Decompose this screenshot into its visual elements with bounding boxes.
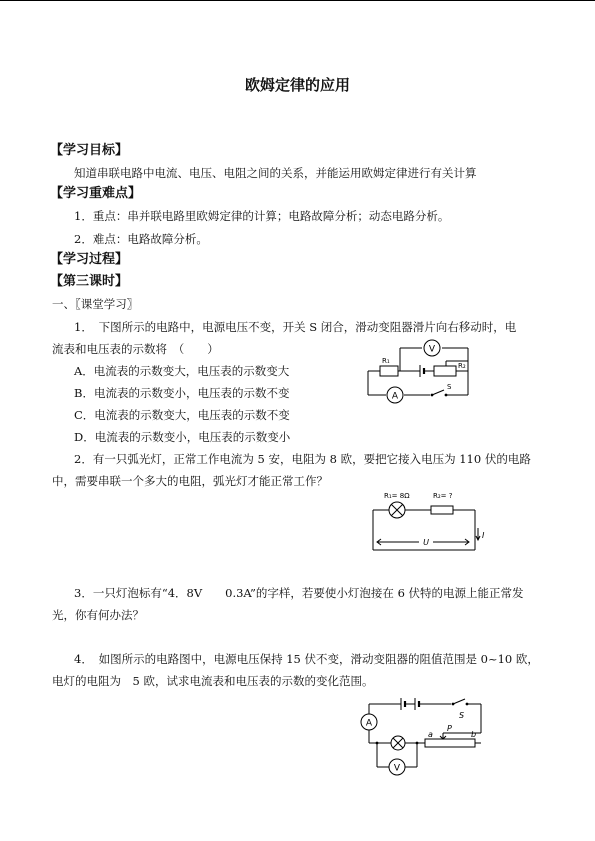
- q1-option-d: D．电流表的示数变小，电压表的示数变小: [74, 430, 291, 444]
- q1-fig-r1-label: R₁: [382, 357, 390, 365]
- q1-option-c: C．电流表的示数变大，电压表的示数不变: [74, 408, 290, 422]
- page-title: 欧姆定律的应用: [244, 76, 350, 94]
- key-point-1: 1．重点：串并联电路里欧姆定律的计算；电路故障分析；动态电路分析。: [74, 209, 450, 223]
- q4-line-2: 电灯的电阻为 5 欧，试求电流表和电压表的示数的变化范围。: [52, 674, 374, 688]
- q4-fig-a-end-label: a: [428, 730, 433, 739]
- key-point-2: 2．难点：电路故障分析。: [74, 232, 208, 246]
- q4-fig-a-label: A: [365, 718, 373, 729]
- q4-circuit-diagram: [355, 694, 490, 786]
- part-label: 一、〖课堂学习〗: [52, 297, 139, 311]
- q1-fig-r2-label: R₂: [458, 362, 466, 370]
- q1-fig-s-label: S: [447, 383, 452, 391]
- q2-fig-u-label: U: [423, 538, 429, 547]
- q1-option-a: A．电流表的示数变大，电压表的示数变大: [74, 364, 290, 378]
- goals-text: 知道串联电路中电流、电压、电阻之间的关系，并能运用欧姆定律进行有关计算: [74, 166, 477, 180]
- key-points-heading: 【学习重难点】: [50, 186, 142, 201]
- q1-circuit-diagram: [360, 337, 478, 407]
- goals-heading: 【学习目标】: [50, 143, 129, 158]
- q2-circuit-diagram: [365, 486, 490, 558]
- q2-fig-r2-label: R₂= ?: [433, 492, 453, 500]
- process-heading: 【学习过程】: [50, 252, 129, 267]
- q1-option-b: B．电流表的示数变小，电压表的示数不变: [74, 386, 290, 400]
- lesson-heading: 【第三课时】: [50, 274, 129, 289]
- q1-fig-v-label: V: [428, 344, 436, 355]
- q2-fig-r1-label: R₁= 8Ω: [384, 492, 410, 500]
- q1-line-2: 流表和电压表的示数将 （ ）: [52, 342, 219, 356]
- q4-fig-b-end-label: b: [471, 730, 477, 739]
- q1-fig-a-label: A: [391, 391, 399, 402]
- q3-line-1: 3．一只灯泡标有“4．8V 0.3A”的字样，若要使小灯泡接在 6 伏特的电源上能正常发: [74, 586, 524, 600]
- q4-line-1: 4． 如图所示的电路图中，电源电压保持 15 伏不变，滑动变阻器的阻值范围是 0~10 欧，: [74, 652, 539, 666]
- page-top-rule: [0, 0, 595, 1]
- q2-line-2: 中，需要串联一个多大的电阻，弧光灯才能正常工作？: [52, 474, 328, 488]
- q4-fig-s-label: S: [459, 711, 465, 720]
- q2-line-1: 2．有一只弧光灯，正常工作电流为 5 安，电阻为 8 欧，要把它接入电压为 110 伏的电路: [74, 452, 531, 466]
- q3-line-2: 光，你有何办法？: [52, 608, 144, 622]
- q4-fig-v-label: V: [393, 763, 401, 774]
- q2-fig-i-label: I: [482, 531, 485, 540]
- q4-fig-p-label: P: [447, 724, 452, 733]
- q1-line-1: 1． 下图所示的电路中，电源电压不变，开关 S 闭合，滑动变阻器滑片向右移动时，电: [74, 320, 517, 334]
